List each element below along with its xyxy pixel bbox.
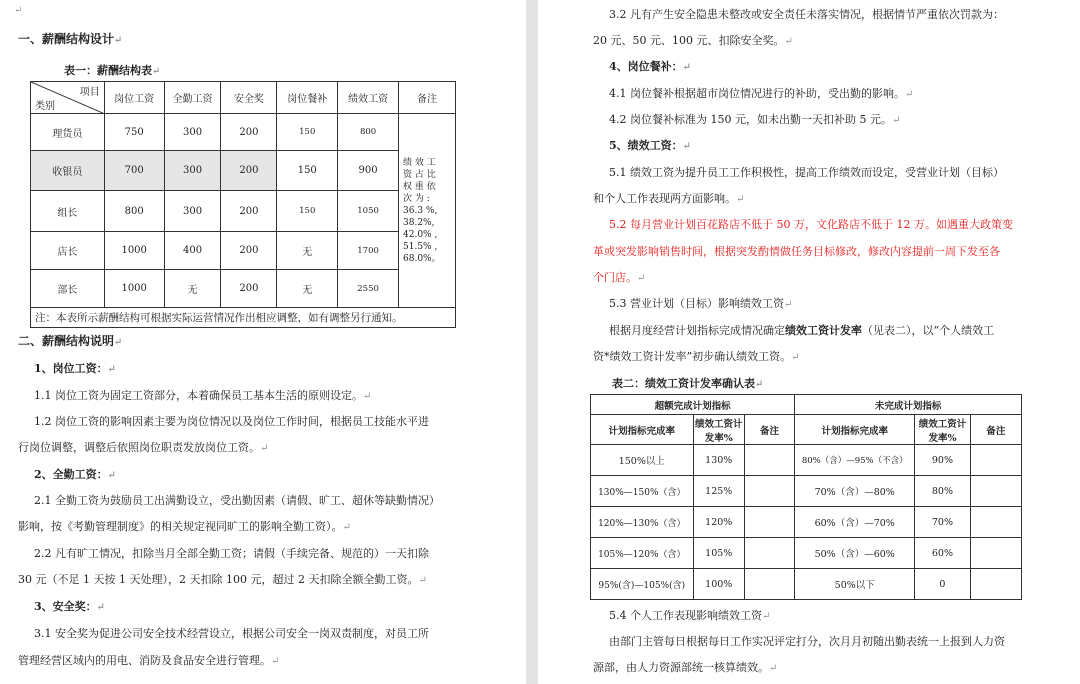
t2-cell: 100% [693,569,744,600]
t1-cell: 800 [338,114,399,151]
page-gutter [526,0,538,684]
paragraph-highlight: 5.2 每月营业计划百花路店不低于 50 万，文化路店不低于 12 万。如遇重大政策变 [609,218,1013,231]
paragraph: 5.4 个人工作表现影响绩效工资↵ [609,609,771,622]
table-row [591,538,1022,569]
remark-line: 权 重 依 [403,181,436,192]
t2-cell: 105%—120%（含） [591,538,694,569]
t1-cell: 400 [164,232,221,270]
corner-label-category: 类别 [35,101,55,112]
paragraph: 影响，按《考勤管理制度》的相关规定视同旷工的影响全勤工资）。↵ [18,520,351,533]
t2-cell: 60%（含）—70% [795,507,915,538]
t2-header: 备注 [744,415,794,445]
t2-cell [744,445,794,476]
t2-cell: 95%(含)—105%(含) [591,569,694,600]
t2-cell [744,569,794,600]
t2-header: 绩效工资计发率% [693,415,744,445]
paragraph: 由部门主管每日根据每日工作实况评定打分，次月月初随出勤表统一上报到人力资 [609,635,1005,648]
t2-cell: 0 [915,569,970,600]
remark-line: 68.0%。 [403,253,441,264]
t2-cell [970,569,1021,600]
t1-cell: 1000 [104,232,164,270]
t1-category: 理货员 [31,114,105,151]
section-heading-2: 二、薪酬结构说明↵ [18,334,123,348]
t2-cell: 90% [915,445,970,476]
t1-category: 店长 [31,232,105,270]
t1-cell: 300 [164,151,221,191]
paragraph: 2.1 全勤工资为鼓励员工出满勤设立，受出勤因素（请假、旷工、超休等缺勤情况） [34,494,440,507]
subheading-5: 5、绩效工资：↵ [609,139,692,152]
t2-header: 计划指标完成率 [591,415,694,445]
t1-cell: 150 [277,191,338,232]
t1-cell: 无 [277,232,338,270]
t1-cell: 800 [104,191,164,232]
t2-cell [744,507,794,538]
t1-remark [399,114,456,308]
table-row [591,507,1022,538]
t1-cell: 900 [338,151,399,191]
t1-category: 收银员 [31,151,105,191]
remark-line: 绩 效 工 [403,157,436,168]
t1-cell: 1000 [104,270,164,308]
remark-line: 次 为 : [403,193,430,204]
t2-cell: 50%以下 [795,569,915,600]
t2-cell: 60% [915,538,970,569]
t2-cell: 120% [693,507,744,538]
t1-note: 注：本表所示薪酬结构可根据实际运营情况作出相应调整，如有调整另行通知。 [31,308,456,328]
salary-structure-table [30,81,456,328]
paragraph: 4.2 岗位餐补标准为 150 元，如未出勤一天扣补助 5 元。↵ [609,113,901,126]
remark-line: 51.5% , [403,241,438,252]
t2-cell: 130% [693,445,744,476]
t2-header: 计划指标完成率 [795,415,915,445]
t2-cell: 80% [915,476,970,507]
paragraph: 管理经营区域内的用电、消防及食品安全进行管理。↵ [18,654,280,667]
paragraph: 20 元、50 元、100 元、扣除安全奖。↵ [593,34,793,47]
t1-category: 部长 [31,270,105,308]
subheading-4: 4、岗位餐补：↵ [609,60,692,73]
paragraph: 2.2 凡有旷工情况，扣除当月全部全勤工资；请假（手续完备、规范的）一天扣除 [34,547,429,560]
remark-line: 38.2%, [403,217,435,228]
t1-cell: 200 [221,232,277,270]
paragraph: 行岗位调整，调整后依照岗位职责发放岗位工资。↵ [18,441,269,454]
subheading-3: 3、安全奖：↵ [34,600,106,613]
remark-line: 资 占 比 [403,169,436,180]
table-row [31,151,456,191]
t1-header: 绩效工资 [338,82,399,114]
t1-cell: 200 [221,191,277,232]
t2-cell [970,445,1021,476]
t1-cell: 300 [164,191,221,232]
t1-cell: 200 [221,151,277,191]
paragraph: 5.3 营业计划（目标）影响绩效工资↵ [609,297,793,310]
t1-cell: 2550 [338,270,399,308]
t2-cell [970,507,1021,538]
t2-header: 绩效工资计发率% [915,415,970,445]
paragraph: 1.2 岗位工资的影响因素主要为岗位情况以及岗位工作时间，根据员工技能水平进 [34,415,429,428]
t1-cell: 150 [277,114,338,151]
table-row [31,191,456,232]
t2-cell: 130%—150%（含） [591,476,694,507]
corner-label-item: 项目 [79,87,100,98]
t2-header: 备注 [970,415,1021,445]
table-row [591,569,1022,600]
paragraph: 1.1 岗位工资为固定工资部分，本着确保员工基本生活的原则设定。↵ [34,389,372,402]
paragraph: 5.1 绩效工资为提升员工工作积极性，提高工作绩效而设定，受营业计划（目标） [609,166,1004,179]
t2-cell: 125% [693,476,744,507]
table2-caption: 表二：绩效工资计发率确认表↵ [612,377,764,390]
right-page [538,0,1080,684]
t2-cell: 150%以上 [591,445,694,476]
performance-rate-table [590,394,1022,600]
t2-cell: 80%（含）—95%（不含） [795,445,915,476]
t1-cell: 1050 [338,191,399,232]
table-row [591,476,1022,507]
remark-line: 42.0% , [403,229,438,240]
t2-cell [744,476,794,507]
t1-category: 组长 [31,191,105,232]
t2-cell: 50%（含）—60% [795,538,915,569]
t2-cell [970,538,1021,569]
table1-caption: 表一：薪酬结构表↵ [64,64,161,77]
t1-header: 安全奖 [221,82,277,114]
t2-cell: 120%—130%（含） [591,507,694,538]
section-heading-1: 一、薪酬结构设计↵ [18,32,123,46]
t1-cell: 无 [164,270,221,308]
t2-cell: 70%（含）—80% [795,476,915,507]
t1-cell: 无 [277,270,338,308]
t2-cell: 70% [915,507,970,538]
table-row [31,114,456,151]
paragraph: 和个人工作表现两方面影响。↵ [593,192,745,205]
table1-corner-cell [31,82,105,114]
paragraph: 源部，由人力资源部统一核算绩效。↵ [593,661,778,674]
remark-line: 36.3 %, [403,205,438,216]
paragraph: 3.1 安全奖为促进公司安全技术经营设立，根据公司安全一岗双责制度，对员工所 [34,627,429,640]
t1-cell: 700 [104,151,164,191]
paragraph-highlight: 个门店。↵ [593,271,646,284]
t1-cell: 150 [277,151,338,191]
table-row [31,270,456,308]
t2-cell [970,476,1021,507]
t1-cell: 200 [221,114,277,151]
t1-header: 岗位餐补 [277,82,338,114]
paragraph: 30 元（不足 1 天按 1 天处理），2 天扣除 100 元，超过 2 天扣除全额全勤工资。↵ [18,573,427,586]
left-page [0,0,526,684]
paragraph: 3.2 凡有产生安全隐患未整改或安全责任未落实情况，根据情节严重依次罚款为： [609,8,1004,21]
t1-header: 岗位工资 [104,82,164,114]
t1-cell: 1700 [338,232,399,270]
t2-cell: 105% [693,538,744,569]
subheading-2: 2、全勤工资：↵ [34,468,117,481]
paragraph: 4.1 岗位餐补根据超市岗位情况进行的补助，受出勤的影响。↵ [609,87,914,100]
t1-cell: 200 [221,270,277,308]
paragraph-highlight: 革或突发影响销售时间，根据突发酌情做任务目标修改，修改内容提前一周下发至各 [593,245,1000,258]
t2-group-header: 未完成计划指标 [795,395,1022,415]
t2-cell [744,538,794,569]
table-row [31,232,456,270]
paragraph-mark: ↵ [14,5,23,16]
t1-header: 备注 [399,82,456,114]
paragraph: 资*绩效工资计发率”初步确认绩效工资。↵ [593,350,800,363]
t2-group-header: 超额完成计划指标 [591,395,795,415]
t1-header: 全勤工资 [164,82,221,114]
paragraph: 根据月度经营计划指标完成情况确定绩效工资计发率（见表二），以“个人绩效工 [609,324,995,337]
t1-cell: 300 [164,114,221,151]
table-row [591,445,1022,476]
t1-cell: 750 [104,114,164,151]
subheading-1: 1、岗位工资：↵ [34,362,117,375]
